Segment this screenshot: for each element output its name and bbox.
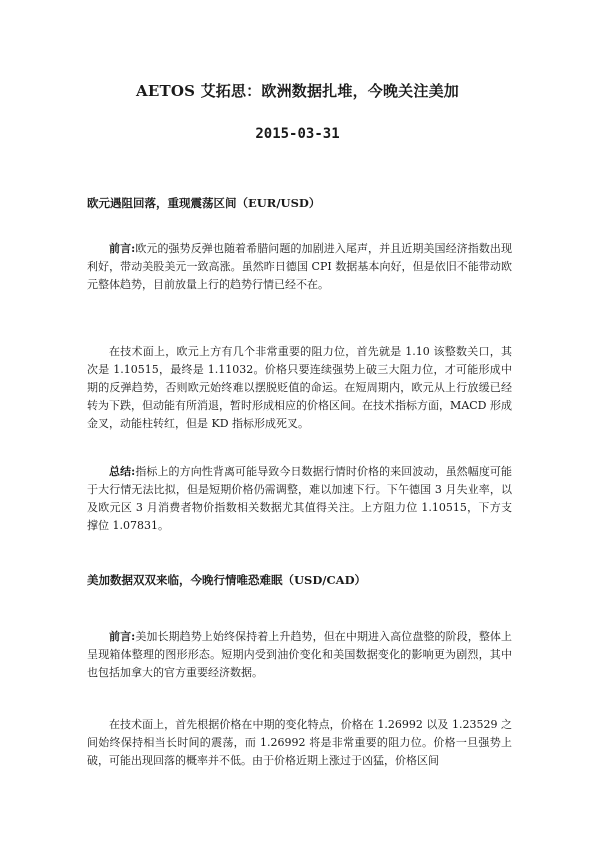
section-heading-eurusd: 欧元遇阻回落，重现震荡区间（EUR/USD） — [87, 196, 321, 210]
document-date: 2015-03-31 — [255, 126, 340, 142]
technical-paragraph-usdcad — [87, 716, 512, 770]
intro-text: 欧元的强势反弹也随着希腊问题的加剧进入尾声，并且近期美国经济指数出现利好，带动美股美元一致高涨。虽然昨日德国 CPI 数据基本向好，但是依旧不能带动欧元整体趋势，目前放量上行的趋势行情已经不在。 — [87, 242, 513, 291]
intro-paragraph-usdcad — [87, 628, 512, 682]
technical-paragraph-eurusd — [87, 343, 512, 433]
summary-text: 指标上的方向性背离可能导致今日数据行情时价格的来回波动，虽然幅度可能于大行情无法比拟，但是短期价格仍需调整，难以加速下行。下午德国 3 月失业率，以及欧元区 3 月消费者物价指数相关数据尤其值得关注。上方阻力位 1.10515，下方支撑位 1.07831。 — [87, 465, 513, 532]
intro-text: 美加长期趋势上始终保持着上升趋势，但在中期进入高位盘整的阶段，整体上呈现箱体整理的图形形态。短期内受到油价变化和美国数据变化的影响更为剧烈，其中也包括加拿大的官方重要经济数据。 — [87, 630, 513, 679]
intro-paragraph-eurusd — [87, 240, 512, 294]
summary-paragraph-eurusd — [87, 463, 512, 535]
document-title: AETOS 艾拓思：欧洲数据扎堆，今晚关注美加 — [136, 82, 459, 100]
intro-label: 前言: — [109, 242, 136, 255]
summary-label: 总结: — [109, 465, 136, 478]
technical-text: 在技术面上，欧元上方有几个非常重要的阻力位，首先就是 1.10 该整数关口，其次是 1.10515，最终是 1.11032。价格只要连续强势上破三大阻力位，才可能形成中期的反弹趋势，否则欧元始终难以摆脱贬值的命运。在短周期内，欧元从上行放缓已经转为下跌，但动能有所消退，暂时形成相应的价格区间。在技术指标方面，MACD 形成金叉，动能柱转红，但是 KD 指标形成死叉。 — [87, 345, 512, 430]
technical-text: 在技术面上，首先根据价格在中期的变化特点，价格在 1.26992 以及 1.23529 之间始终保持相当长时间的震荡，而 1.26992 将是非常重要的阻力位。价格一旦强势上破，可能出现回落的概率并不低。由于价格近期上涨过于凶猛，价格区间 — [87, 718, 512, 767]
intro-label: 前言: — [109, 630, 136, 643]
section-heading-usdcad: 美加数据双双来临，今晚行情唯恐难眠（USD/CAD） — [87, 573, 367, 587]
